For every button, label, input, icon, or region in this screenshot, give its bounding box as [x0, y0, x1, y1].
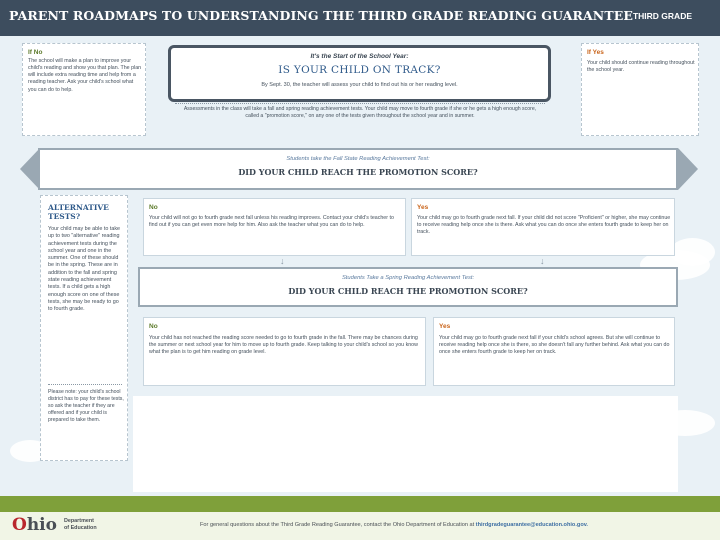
fall-question: DID YOUR CHILD REACH THE PROMOTION SCORE?: [238, 167, 478, 177]
alternative-title-line1: ALTERNATIVE: [48, 203, 109, 212]
if-no-label: If No: [28, 49, 43, 56]
fall-banner-left-tip: [20, 148, 40, 190]
fall-yes-box: [411, 198, 675, 256]
if-yes-box: [581, 43, 699, 136]
if-yes-text: Your child should continue reading throughout the school year.: [587, 60, 695, 74]
fall-banner-right-tip: [678, 148, 698, 190]
grade-label: THIRD GRADE: [632, 11, 692, 21]
start-of-year-box: [168, 45, 551, 102]
page-title: PARENT ROADMAPS TO UNDERSTANDING THE THIRD GRADE READING GUARANTEE: [9, 8, 633, 23]
ohio-logo: Ohio: [12, 515, 57, 535]
if-no-box: [22, 43, 146, 136]
alternative-note: Please note: your child's school district has to pay for these tests, so ask the teacher if they are offered and if your child is prepared to take them.: [48, 389, 124, 424]
spring-question: DID YOUR CHILD REACH THE PROMOTION SCORE?: [288, 286, 528, 296]
dept-line2: of Education: [64, 525, 97, 532]
start-question: IS YOUR CHILD ON TRACK?: [278, 64, 441, 76]
fall-no-label: No: [149, 204, 158, 211]
spring-yes-box: [433, 317, 675, 386]
if-no-text: The school will make a plan to improve your child's reading and show you that plan. The plan will include extra reading time and help from a reading teacher. Ask your child's school what you can do to help.: [28, 58, 142, 93]
dotted-divider: [175, 103, 545, 104]
spring-no-label: No: [149, 323, 158, 330]
spring-no-box: [143, 317, 426, 386]
contact-text: [200, 522, 588, 528]
spring-yes-text: Your child may go to fourth grade next fall if your child's school agrees. But she will continue to receive reading help once she is there, so she doesn't fall any further behind. Ask what you can do once she enters fourth grade to keep her on track.: [439, 335, 670, 356]
header-bar: [0, 0, 720, 36]
spring-intro: Students Take a Spring Reading Achievement Test:: [341, 275, 475, 281]
fall-yes-label: Yes: [417, 204, 429, 211]
alternative-title: [48, 203, 109, 221]
cloud-decoration: [670, 238, 715, 266]
if-yes-label: If Yes: [587, 49, 604, 56]
dotted-divider: [48, 384, 122, 385]
down-arrow-icon: ↓: [280, 256, 285, 266]
alternative-title-line2: TESTS?: [48, 212, 81, 221]
footer: [0, 512, 720, 540]
fall-yes-text: Your child may go to fourth grade next fall. If your child did not score "Proficient" or higher, she may continue to receive reading help once she is there. Ask what you can do once she enters fourth grade to keep her on track.: [417, 215, 671, 236]
dept-line1: Department: [64, 518, 94, 524]
fall-banner: [38, 148, 678, 190]
spring-no-text: Your child has not reached the reading score needed to go to fourth grade in the fall. There may be chances during the summer or next school year for him to move up to fourth grade. Keep talking to your child's school so you know what the plan is to get him reading on grade level.: [149, 335, 418, 356]
spring-banner: [138, 267, 678, 307]
footer-strip: [0, 496, 720, 512]
start-sub: By Sept. 30, the teacher will assess your child to find out his or her reading level.: [261, 82, 458, 88]
fall-intro: Students take the Fall State Reading Achievement Test:: [286, 156, 430, 162]
tests-text: Assessments in the class will take a fall and spring reading achievement tests. Your child may move to fourth grade if she or he gets a high enough score, called a "promotion score," on any one of the tests given throughout the school year and in summer.: [183, 106, 537, 120]
spring-yes-label: Yes: [439, 323, 451, 330]
blank-area: [133, 396, 678, 492]
alternative-tests-box: [40, 195, 128, 461]
down-arrow-icon: ↓: [540, 256, 545, 266]
contact-prefix: For general questions about the Third Grade Reading Guarantee, contact the Ohio Department of Education at: [200, 522, 476, 528]
fall-no-box: [143, 198, 406, 256]
department-name: [64, 518, 97, 532]
alternative-text: Your child may be able to take up to two "alternative" reading achievement tests during the school year and one in the summer. One of these should be in the spring. These are in addition to the fall and spring state reading achievement tests. If a child gets a high enough score on one of these tests, she may be ready to go to fourth grade.: [48, 226, 121, 313]
contact-email-link[interactable]: thirdgradeguarantee@education.ohio.gov.: [475, 522, 588, 528]
fall-no-text: Your child will not go to fourth grade next fall unless his reading improves. Contact your child's teacher to find out if you can get even more help for him. Also ask the teacher what you can do to help.: [149, 215, 394, 229]
start-intro: It's the Start of the School Year:: [310, 53, 409, 60]
